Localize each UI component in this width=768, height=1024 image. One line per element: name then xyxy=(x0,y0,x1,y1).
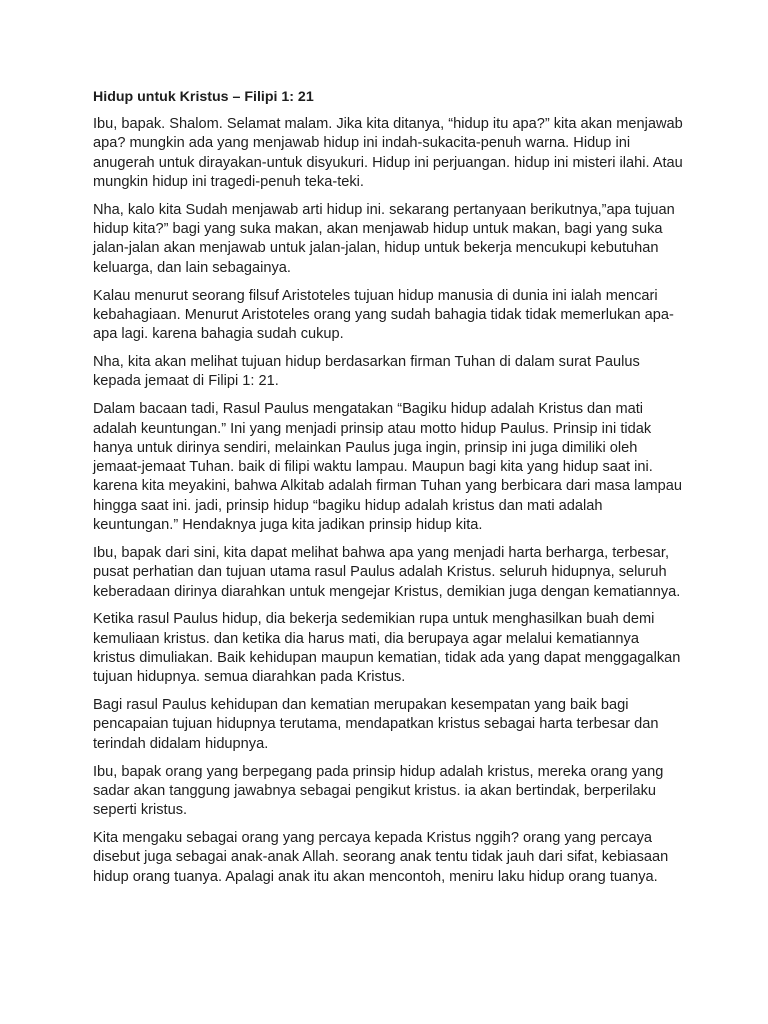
paragraph-5: Dalam bacaan tadi, Rasul Paulus mengatakan “Bagiku hidup adalah Kristus dan mati adalah keuntungan.” Ini yang menjadi prinsip atau motto hidup Paulus. Prinsip ini tidak hanya untuk dirinya sendiri, melainkan Paulus juga ingin, prinsip ini juga dimiliki oleh jemaat-jemaat Tuhan. baik di filipi waktu lampau. Maupun bagi kita yang hidup saat ini. karena kita meyakini, bahwa Alkitab adalah firman Tuhan yang berbicara dari masa lampau hingga saat ini. jadi, prinsip hidup “bagiku hidup adalah kristus dan mati adalah keuntungan.” Hendaknya juga kita jadikan prinsip hidup kita. xyxy=(93,401,682,534)
paragraph-1: Ibu, bapak. Shalom. Selamat malam. Jika kita ditanya, “hidup itu apa?” kita akan menjawab apa? mungkin ada yang menjawab hidup ini indah-sukacita-penuh warna. Hidup ini anugerah untuk dirayakan-untuk disyukuri. Hidup ini perjuangan. hidup ini misteri ilahi. Atau mungkin hidup ini tragedi-penuh teka-teki. xyxy=(93,116,683,190)
paragraph-7: Ketika rasul Paulus hidup, dia bekerja sedemikian rupa untuk menghasilkan buah demi kemuliaan kristus. dan ketika dia harus mati, dia berupaya agar melalui kematiannya kristus dimuliakan. Baik kehidupan maupun kematian, tidak ada yang dapat menggagalkan tujuan hidupnya. semua diarahkan pada Kristus. xyxy=(93,611,681,686)
paragraph-10: Kita mengaku sebagai orang yang percaya kepada Kristus nggih? orang yang percaya disebut juga sebagai anak-anak Allah. seorang anak tentu tidak jauh dari sifat, kebiasaan hidup orang tuanya. Apalagi anak itu akan mencontoh, meniru laku hidup orang tuanya. xyxy=(93,830,669,885)
paragraph-3: Kalau menurut seorang filsuf Aristoteles tujuan hidup manusia di dunia ini ialah mencari kebahagiaan. Menurut Aristoteles orang yang sudah bahagia tidak tidak memerlukan apa-apa lagi. karena bahagia sudah cukup. xyxy=(93,287,674,343)
document-body xyxy=(93,88,683,896)
paragraph-6: Ibu, bapak dari sini, kita dapat melihat bahwa apa yang menjadi harta berharga, terbesar, pusat perhatian dan tujuan utama rasul Paulus adalah Kristus. seluruh hidupnya, seluruh keberadaan dirinya diarahkan untuk mengejar Kristus, demikian juga dengan kematiannya. xyxy=(93,544,681,600)
paragraph-9: Ibu, bapak orang yang berpegang pada prinsip hidup adalah kristus, mereka orang yang sadar akan tanggung jawabnya sebagai pengikut kristus. ia akan bertindak, berperilaku seperti kristus. xyxy=(93,763,664,819)
paragraph-8: Bagi rasul Paulus kehidupan dan kematian merupakan kesempatan yang baik bagi pencapaian tujuan hidupnya terutama, mendapatkan kristus sebagai harta terbesar dan terindah didalam hidupnya. xyxy=(93,697,659,752)
paragraph-2: Nha, kalo kita Sudah menjawab arti hidup ini. sekarang pertanyaan berikutnya,”apa tujuan hidup kita?” bagi yang suka makan, akan menjawab hidup untuk makan, bagi yang suka jalan-jalan akan menjawab untuk jalan-jalan, hidup untuk bekerja mencukupi kebutuhan keluarga, dan lain sebagainya. xyxy=(93,201,675,276)
paragraph-4: Nha, kita akan melihat tujuan hidup berdasarkan firman Tuhan di dalam surat Paulus kepada jemaat di Filipi 1: 21. xyxy=(93,354,640,390)
document-title: Hidup untuk Kristus – Filipi 1: 21 xyxy=(93,89,314,105)
